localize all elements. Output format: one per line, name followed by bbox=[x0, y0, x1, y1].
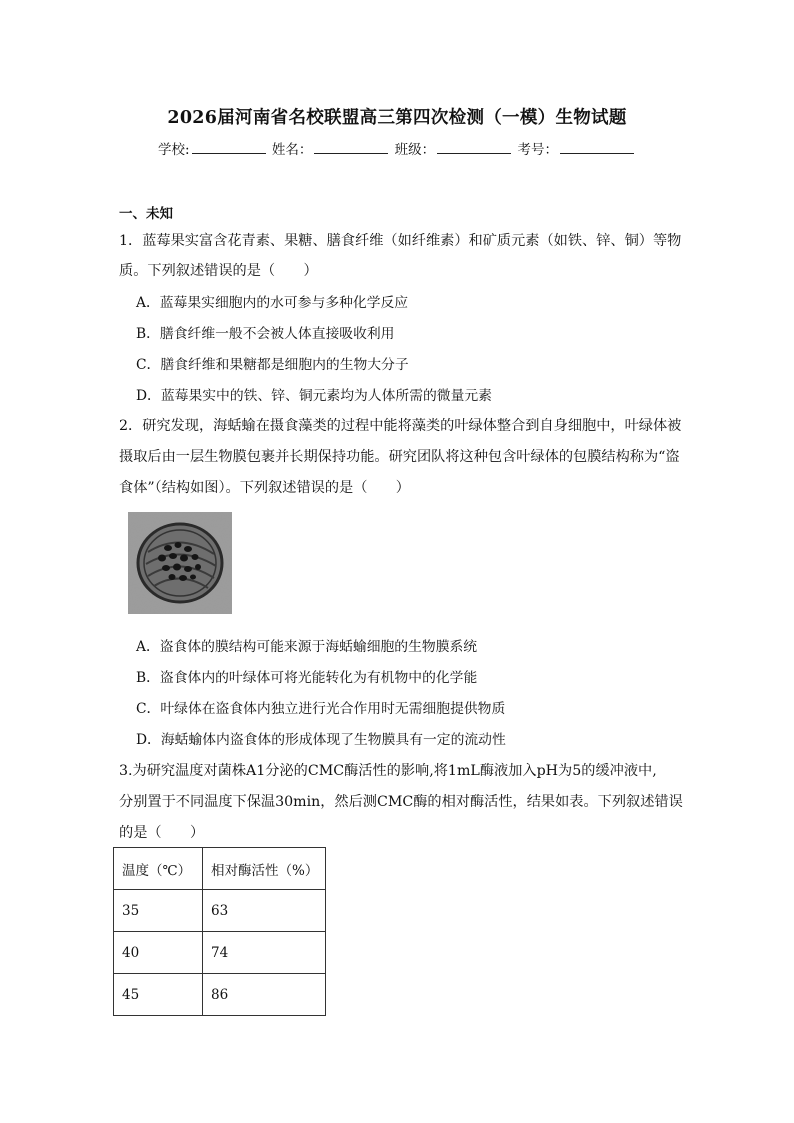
page-title: 2026届河南省名校联盟高三第四次检测（一模）生物试题 bbox=[167, 108, 627, 128]
name-blank bbox=[314, 141, 388, 154]
section-title: 一、未知 bbox=[119, 206, 173, 222]
class-blank bbox=[437, 141, 511, 154]
q1-option-d: D．蓝莓果实中的铁、锌、铜元素均为人体所需的微量元素 bbox=[136, 388, 492, 404]
school-label: 学校: bbox=[158, 142, 190, 158]
q2-stem-line1: 2．研究发现，海蛞蝓在摄食藻类的过程中能将藻类的叶绿体整合到自身细胞中，叶绿体被 bbox=[119, 418, 682, 434]
table-row bbox=[114, 974, 326, 1016]
table-cell: 86 bbox=[203, 974, 326, 1016]
q1-option-c: C．膳食纤维和果糖都是细胞内的生物大分子 bbox=[136, 357, 409, 373]
table-header-row bbox=[114, 848, 326, 890]
q2-option-d: D．海蛞蝓体内盗食体的形成体现了生物膜具有一定的流动性 bbox=[136, 732, 506, 748]
table-cell: 35 bbox=[114, 890, 203, 932]
enzyme-activity-table bbox=[113, 847, 326, 1016]
q2-stem-line3: 食体”（结构如图）。下列叙述错误的是（ ） bbox=[119, 480, 410, 496]
table-cell: 74 bbox=[203, 932, 326, 974]
q1-stem-line2: 质。下列叙述错误的是（ ） bbox=[119, 263, 318, 279]
table-row bbox=[114, 890, 326, 932]
student-info-line bbox=[0, 138, 794, 158]
q1-stem-line1: 1．蓝莓果实富含花青素、果糖、膳食纤维（如纤维素）和矿质元素（如铁、锌、铜）等物 bbox=[119, 233, 682, 249]
table-cell: 45 bbox=[114, 974, 203, 1016]
table-cell: 40 bbox=[114, 932, 203, 974]
q2-stem-line2: 摄取后由一层生物膜包裹并长期保持功能。研究团队将这种包含叶绿体的包膜结构称为“盗 bbox=[119, 449, 680, 465]
kleptosome-micrograph-image bbox=[128, 512, 232, 614]
q3-stem-line3: 的是（ ） bbox=[119, 825, 205, 841]
q2-option-c: C．叶绿体在盗食体内独立进行光合作用时无需细胞提供物质 bbox=[136, 701, 506, 717]
exam-no-blank bbox=[560, 141, 634, 154]
table-header-cell: 温度（℃） bbox=[114, 848, 203, 890]
table-row bbox=[114, 932, 326, 974]
table-cell: 63 bbox=[203, 890, 326, 932]
q3-stem-line1: 3.为研究温度对菌株A1分泌的CMC酶活性的影响,将1mL酶液加入pH为5的缓冲液中, bbox=[119, 763, 657, 779]
school-blank bbox=[192, 141, 266, 154]
class-label: 班级： bbox=[394, 142, 436, 158]
q3-stem-line2: 分别置于不同温度下保温30min，然后测CMC酶的相对酶活性，结果如表。下列叙述错误 bbox=[119, 794, 683, 810]
q2-option-a: A．盗食体的膜结构可能来源于海蛞蝓细胞的生物膜系统 bbox=[136, 639, 478, 655]
q1-option-b: B．膳食纤维一般不会被人体直接吸收利用 bbox=[136, 326, 395, 342]
q1-option-a: A．蓝莓果实细胞内的水可参与多种化学反应 bbox=[136, 295, 409, 311]
exam-no-label: 考号： bbox=[517, 142, 558, 158]
q2-option-b: B．盗食体内的叶绿体可将光能转化为有机物中的化学能 bbox=[136, 670, 478, 686]
table-header-cell: 相对酶活性（%） bbox=[203, 848, 326, 890]
name-label: 姓名： bbox=[271, 142, 313, 158]
